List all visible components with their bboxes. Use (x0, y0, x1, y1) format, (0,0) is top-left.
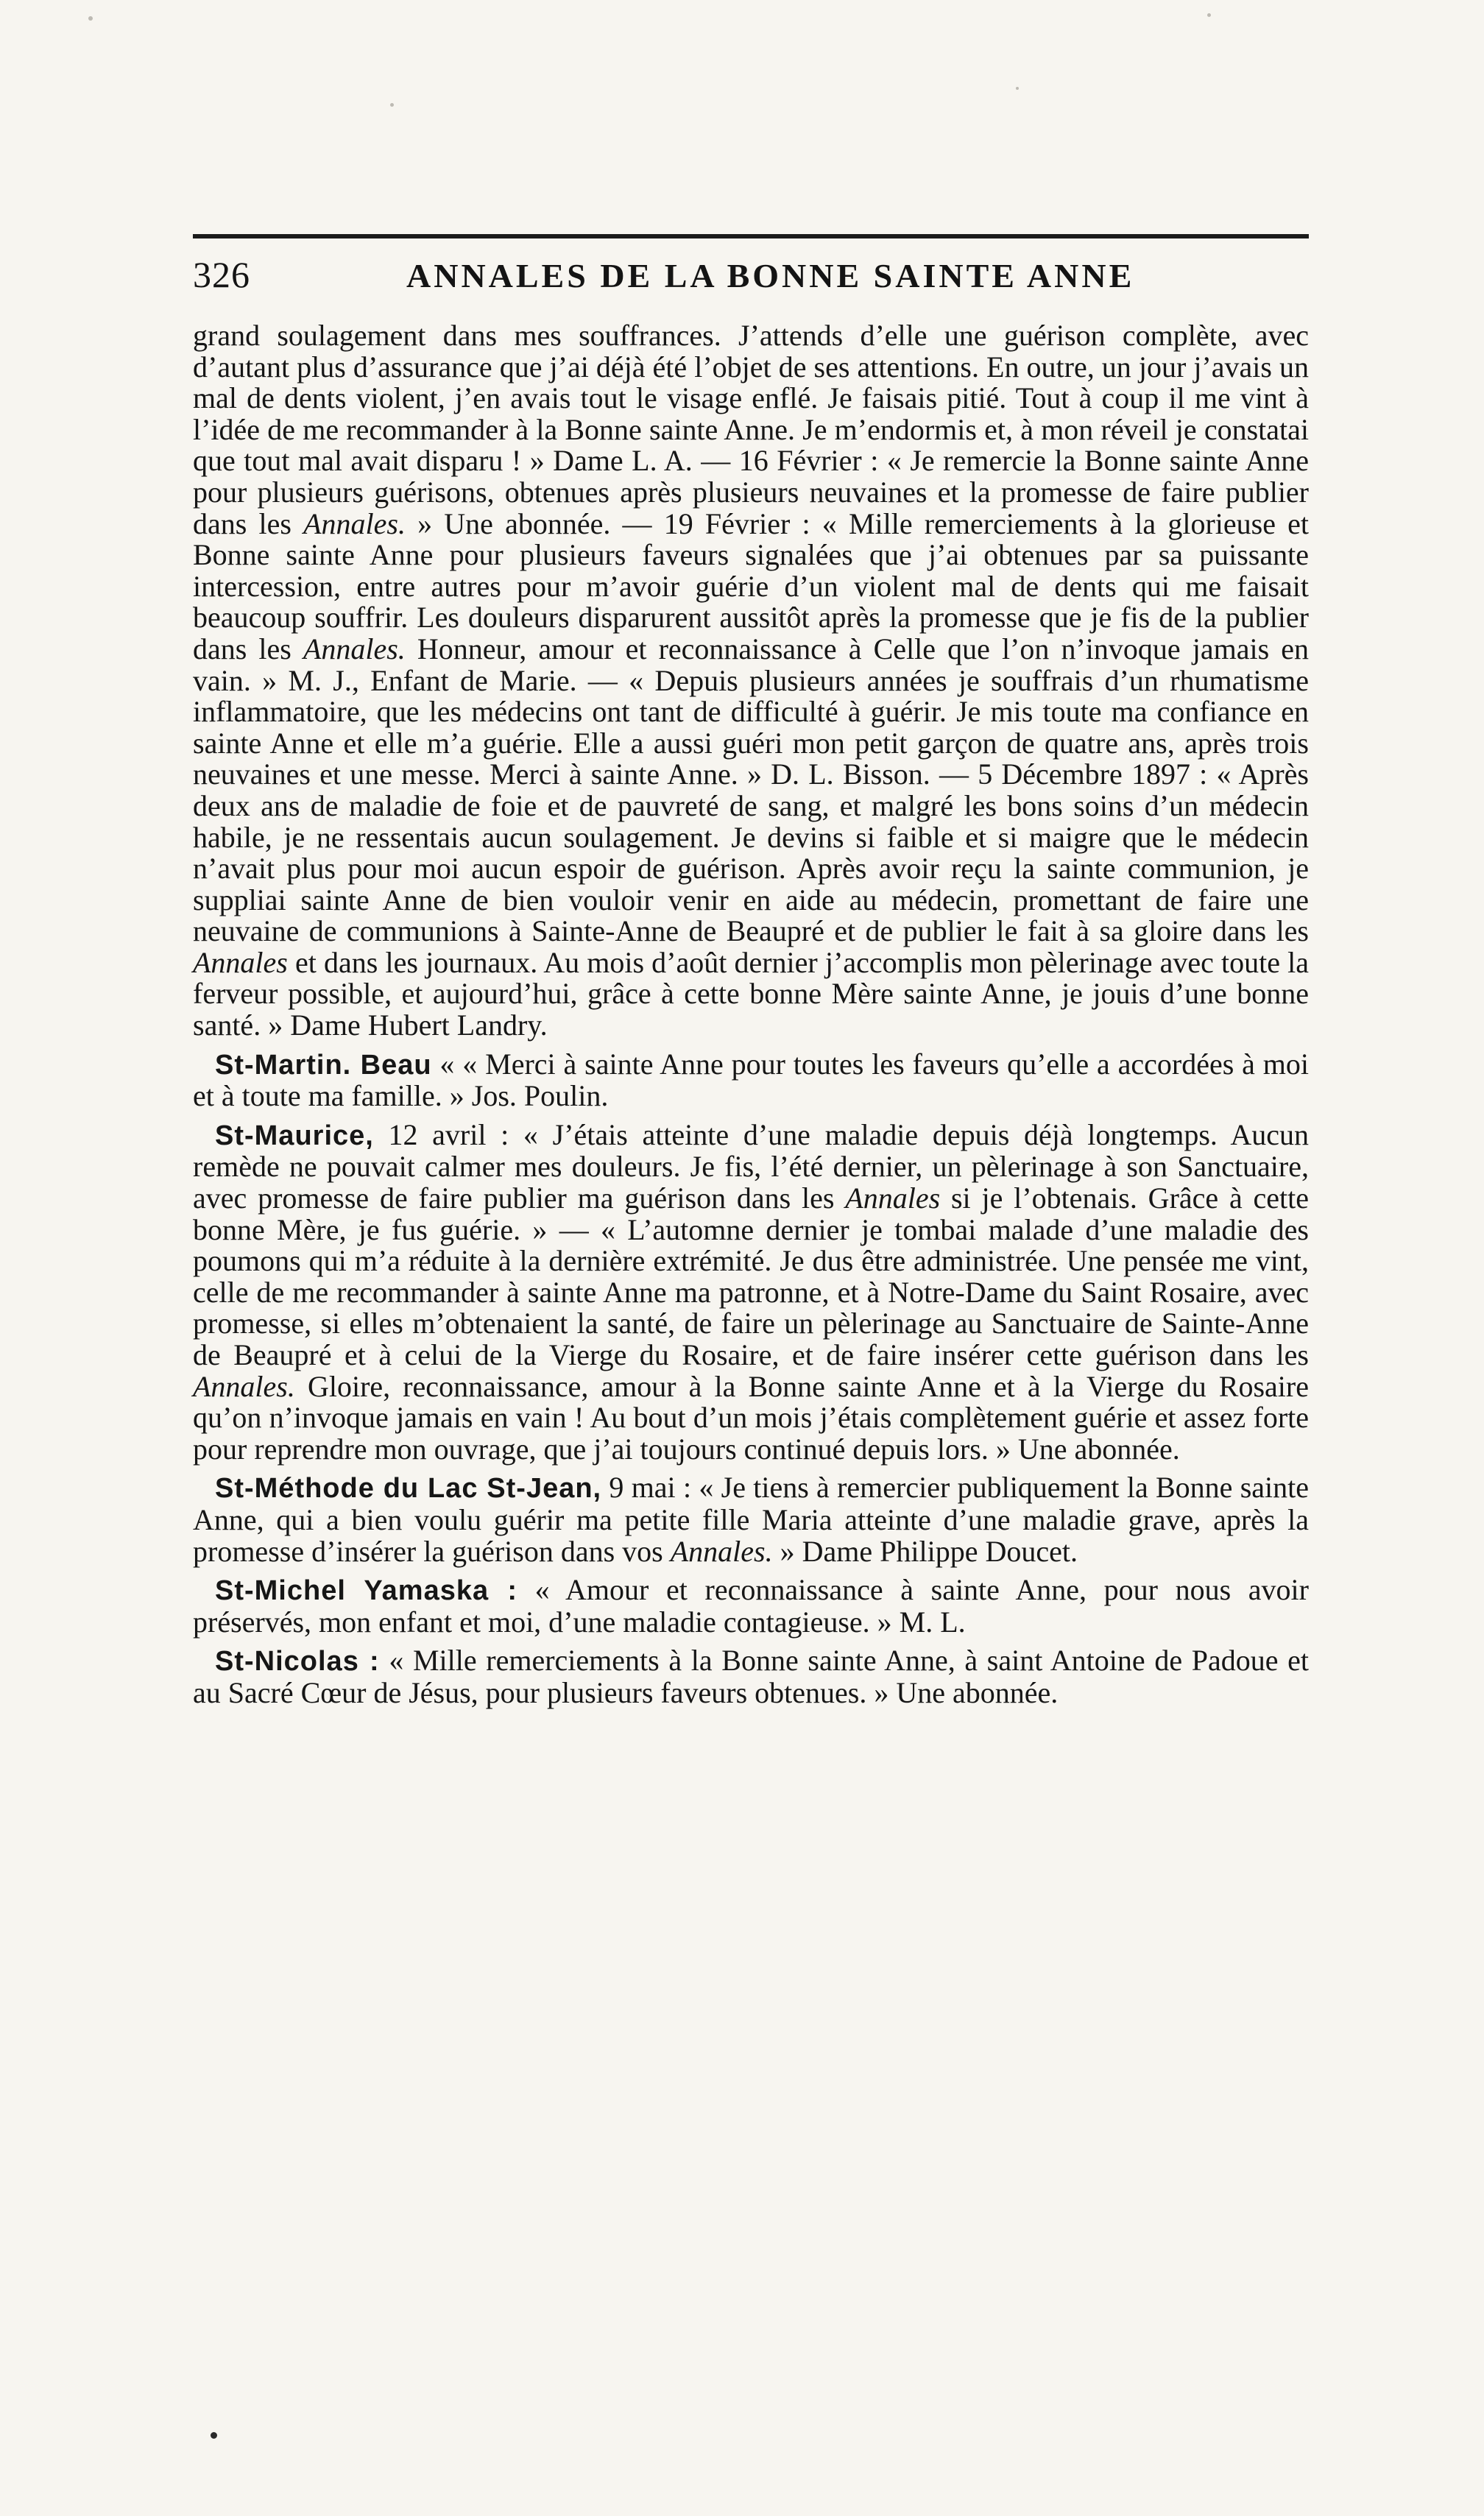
text-run: si je l’obtenais. Grâce à cette bonne Mère, je fus guérie. » — « L’automne dernier je tombai malade d’une maladie des poumons qui m’a réduite à la dernière extrémité. Je dus être administrée. Une pensée me vint, celle de me recommander à sainte Anne ma patronne, et à Notre-Dame du Saint Rosaire, avec promesse, si elles m’obtenaient la santé, de faire un pèlerinage au Sanctuaire de Sainte-Anne de Beaupré et à celui de la Vierge du Rosaire, et de faire insérer cette guérison dans les (193, 1181, 1310, 1371)
text-run: et dans les journaux. Au mois d’août dernier j’accomplis mon pèlerinage avec toute la ferveur possible, et aujourd’hui, grâce à cette bonne Mère sainte Anne, je jouis d’une bonne santé. » Dame Hubert Landry. (193, 945, 1309, 1042)
place-heading: St-Nicolas : (215, 1646, 380, 1678)
entry-st-nicolas (193, 1645, 1309, 1708)
place-heading: St-Michel Yamaska : (215, 1575, 517, 1607)
place-heading: St-Méthode du Lac St-Jean, (215, 1473, 602, 1505)
page-number: 326 (193, 254, 250, 295)
italic-annales: Annales. (193, 1369, 295, 1403)
paper-speck (390, 103, 394, 107)
page-header (193, 234, 1309, 303)
entry-st-michel (193, 1575, 1309, 1638)
text-run: » Dame Philippe Doucet. (772, 1534, 1078, 1568)
text-run: grand soulagement dans mes souffrances. J’attends d’elle une guérison complète, avec d’autant plus d’assurance que j’ai déjà été l’objet de ses attentions. En outre, un jour j’avais un mal de dents violent, j’en avais tout le visage enflé. Je faisais pitié. Tout à coup il me vint à l’idée de me recommander à la Bonne sainte Anne. Je m’endormis et, à mon réveil je constatai que tout mal avait disparu ! » Dame L. A. — 16 Février : « Je remercie la Bonne sainte Anne pour plusieurs guérisons, obtenues après plusieurs neuvaines et la promesse de faire publier dans les (193, 319, 1309, 540)
running-title: ANNALES DE LA BONNE SAINTE ANNE (406, 257, 1135, 294)
entry-st-methode (193, 1472, 1309, 1567)
continuation-paragraph (193, 320, 1309, 1042)
text-run: « Amour et reconnaissance à sainte Anne, pour nous avoir préservés, mon enfant et moi, d’une maladie contagieuse. » M. L. (193, 1573, 1309, 1639)
text-body (193, 320, 1309, 1709)
italic-annales: Annales. (303, 632, 406, 665)
place-heading: St-Maurice, (215, 1120, 374, 1151)
text-run: « « Merci à sainte Anne pour toutes les faveurs qu’elle a accordées à moi et à toute ma famille. » Jos. Poulin. (193, 1047, 1309, 1113)
text-run: « Mille remerciements à la Bonne sainte Anne, à saint Antoine de Padoue et au Sacré Cœur de Jésus, pour plusieurs faveurs obtenues. » Une abonnée. (193, 1644, 1309, 1709)
entry-st-martin (193, 1049, 1309, 1112)
paper-speck (88, 16, 93, 21)
text-run: Honneur, amour et reconnaissance à Celle que l’on n’invoque jamais en vain. » M. J., Enfant de Marie. — « Depuis plusieurs années je souffrais d’un rhumatisme inflammatoire, que les médecins ont tant de difficulté à guérir. Je mis toute ma confiance en sainte Anne et elle m’a guérie. Elle a aussi guéri mon petit garçon de quatre ans, après trois neuvaines et une messe. Merci à sainte Anne. » D. L. Bisson. — 5 Décembre 1897 : « Après deux ans de maladie de foie et de pauvreté de sang, et malgré les bons soins d’un médecin habile, je ne ressentais aucun soulagement. Je devins si faible et si maigre que le médecin n’avait plus pour moi aucun espoir de guérison. Après avoir reçu la sainte communion, je suppliai sainte Anne de bien vouloir venir en aide au médecin, promettant de faire une neuvaine de communions à Sainte-Anne de Beaupré et de publier le fait à sa gloire dans les (193, 632, 1309, 948)
text-run: 12 avril : « J’étais atteinte d’une maladie depuis déjà longtemps. Aucun remède ne pouvait calmer mes douleurs. Je fis, l’été dernier, un pèlerinage à son Sanctuaire, avec promesse de faire publier ma guérison dans les (193, 1117, 1309, 1215)
italic-annales: Annales (845, 1181, 941, 1215)
text-run: Gloire, reconnaissance, amour à la Bonne sainte Anne et à la Vierge du Rosaire qu’on n’invoque jamais en vain ! Au bout d’un mois j’étais complètement guérie et assez forte pour reprendre mon ouvrage, que j’ai toujours continué depuis lors. » Une abonnée. (193, 1369, 1309, 1466)
place-heading: St-Martin. Beau (215, 1049, 432, 1081)
paper-speck (1207, 13, 1211, 17)
text-run: 9 mai : « Je tiens à remercier publiquement la Bonne sainte Anne, qui a bien voulu guérir ma petite fille Maria atteinte d’une maladie grave, après la promesse d’insérer la guérison dans vos (193, 1471, 1309, 1568)
entry-st-maurice (193, 1117, 1310, 1466)
text-run: » Une abonnée. — 19 Février : « Mille remerciements à la glorieuse et Bonne sainte Anne pour plusieurs faveurs signalées que j’ai obtenues par sa puissante intercession, entre autres pour m’avoir guérie d’un violent mal de dents qui me faisait beaucoup souffrir. Les douleurs disparurent aussitôt après la promesse que je fis de la publier dans les (193, 506, 1309, 665)
italic-annales: Annales (193, 945, 288, 979)
italic-annales: Annales. (670, 1534, 773, 1568)
paper-speck (1016, 87, 1019, 90)
italic-annales: Annales. (303, 506, 406, 540)
bullet-mark (211, 2432, 217, 2439)
